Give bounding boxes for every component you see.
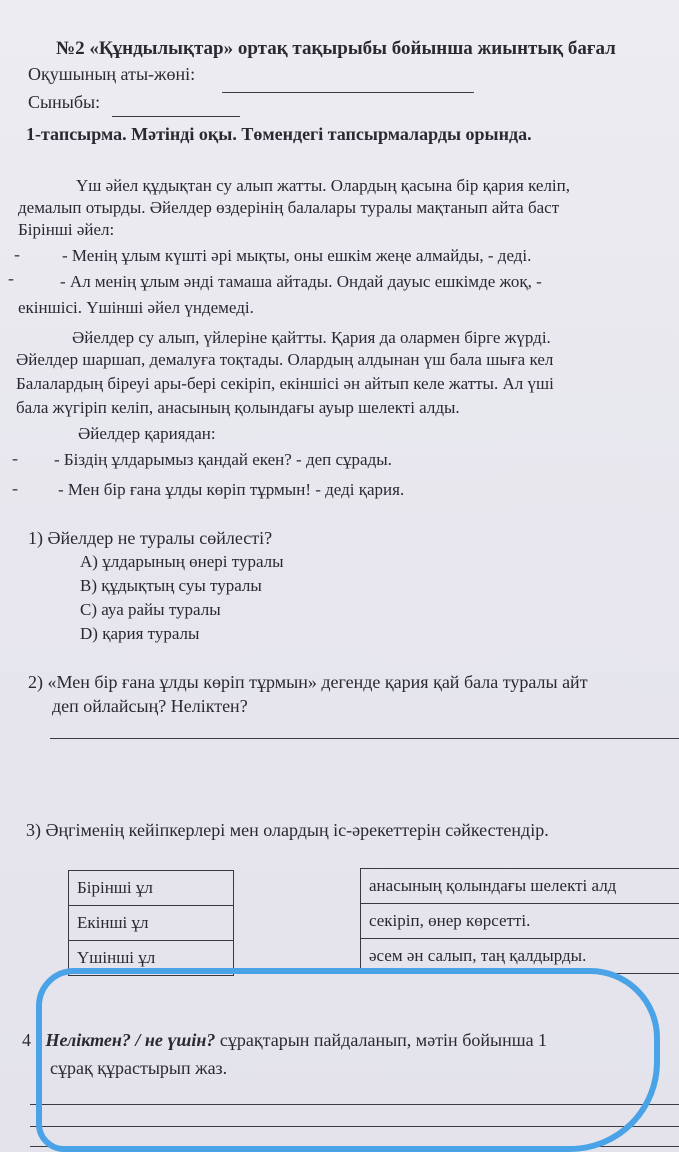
question-4-line-2: сұрақ құрастырып жаз. bbox=[50, 1058, 228, 1078]
action-cell: әсем ән салып, таң қалдырды. bbox=[361, 939, 679, 974]
story-line: Әйелдер қариядан: bbox=[78, 424, 216, 443]
margin-dash: - bbox=[14, 244, 20, 264]
story-line: - Ал менің ұлым әнді тамаша айтады. Ондай дауыс ешкімде жоқ, - bbox=[60, 272, 542, 291]
story-line: - Менің ұлым күшті әрі мықты, оны ешкім жеңе алмайды, - деді. bbox=[62, 246, 532, 265]
option-d: D) қария туралы bbox=[80, 624, 200, 643]
margin-dash: - bbox=[8, 268, 14, 288]
worksheet-title: №2 «Құндылықтар» ортақ тақырыбы бойынша жиынтық бағал bbox=[56, 38, 616, 59]
story-line: Әйелдер шаршап, демалуға тоқтады. Олардың алдынан үш бала шыға кел bbox=[16, 350, 554, 369]
actions-table bbox=[360, 868, 679, 974]
answer-line bbox=[30, 1146, 679, 1147]
question-3: 3) Әңгіменің кейіпкерлері мен олардың іс-әрекеттерін сәйкестендір. bbox=[26, 820, 549, 840]
class-label: Сыныбы: bbox=[28, 92, 101, 112]
answer-line bbox=[50, 738, 679, 739]
margin-dash: - bbox=[12, 478, 18, 498]
student-name-line bbox=[222, 92, 474, 93]
story-line: - Біздің ұлдарымыз қандай екен? - деп сұрады. bbox=[54, 450, 392, 469]
option-c: C) ауа райы туралы bbox=[80, 600, 221, 619]
action-cell: анасының қолындағы шелекті алд bbox=[361, 869, 679, 904]
character-cell: Екінші ұл bbox=[69, 906, 234, 941]
question-4-rest: сұрақтарын пайдаланып, мәтін бойынша 1 bbox=[215, 1030, 548, 1050]
option-b: B) құдықтың суы туралы bbox=[80, 576, 262, 595]
class-line bbox=[112, 116, 240, 117]
question-4-italic-part: Неліктен? / не үшін? bbox=[45, 1030, 216, 1050]
question-2-line-1: 2) «Мен бір ғана ұлды көріп тұрмын» дегенде қария қай бала туралы айт bbox=[28, 672, 588, 692]
character-cell: Үшінші ұл bbox=[69, 941, 234, 976]
action-cell: секіріп, өнер көрсетті. bbox=[361, 904, 679, 939]
question-4-number: 4 bbox=[22, 1030, 31, 1050]
answer-line bbox=[30, 1104, 679, 1105]
story-line: бала жүгіріп келіп, анасының қолындағы ауыр шелекті алды. bbox=[16, 398, 460, 417]
question-2-line-2: деп ойлайсың? Неліктен? bbox=[52, 696, 248, 716]
answer-line bbox=[30, 1126, 679, 1127]
story-line: демалып отырды. Әйелдер өздерінің балалары туралы мақтанып айта баст bbox=[18, 198, 560, 217]
character-cell: Бірінші ұл bbox=[69, 871, 234, 906]
story-line: Үш әйел құдықтан су алып жатты. Олардың қасына бір қария келіп, bbox=[76, 176, 571, 195]
story-line: - Мен бір ғана ұлды көріп тұрмын! - деді қария. bbox=[58, 480, 405, 499]
question-4 bbox=[22, 1030, 547, 1051]
story-line: Бірінші әйел: bbox=[18, 220, 115, 239]
option-a: A) ұлдарының өнері туралы bbox=[80, 552, 284, 571]
task1-heading: 1-тапсырма. Мәтінді оқы. Төмендегі тапсырмаларды орында. bbox=[26, 124, 532, 144]
story-line: Әйелдер су алып, үйлеріне қайтты. Қария да олармен бірге жүрді. bbox=[72, 328, 551, 347]
story-line: Балалардың біреуі ары-бері секіріп, екіншісі ән айтып келе жатты. Ал үші bbox=[16, 374, 554, 393]
question-1: 1) Әйелдер не туралы сөйлесті? bbox=[28, 528, 273, 548]
student-name-label: Оқушының аты-жөні: bbox=[28, 64, 196, 84]
story-line: екіншісі. Үшінші әйел үндемеді. bbox=[18, 298, 254, 317]
characters-table bbox=[68, 870, 234, 976]
margin-dash: - bbox=[12, 448, 18, 468]
